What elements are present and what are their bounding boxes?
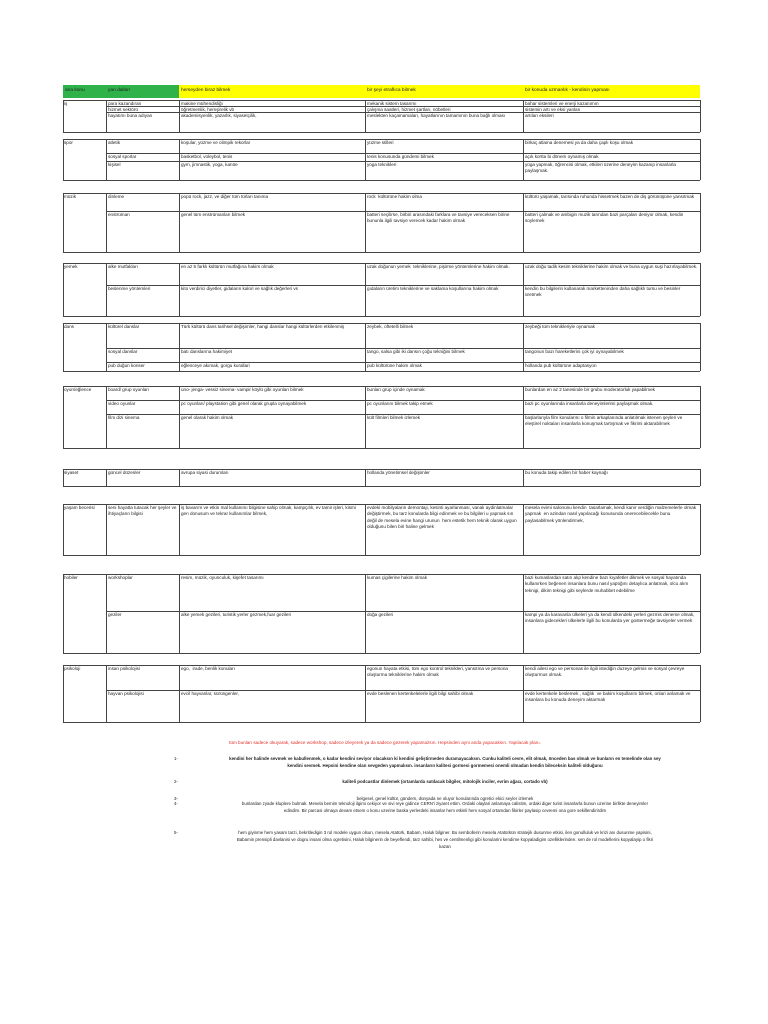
table-cell: yoga teknikleri bbox=[367, 162, 397, 167]
grid-line bbox=[63, 574, 64, 653]
grid-line bbox=[365, 665, 366, 722]
note-number: 4- bbox=[174, 801, 178, 806]
header-expertise: bir konuda uzmanlık - kendinin yapması bbox=[523, 85, 700, 98]
table-cell: genel olarak hakim olmak bbox=[181, 415, 234, 420]
grid-line bbox=[106, 504, 107, 555]
grid-line bbox=[63, 252, 106, 253]
grid-line bbox=[700, 469, 701, 486]
grid-line bbox=[106, 371, 700, 372]
note-line: kaliteli podcastlar dinlemek (ortamlarda satılacak bilgiler, mitolojik inciler, evrim ağacı, cortado vb) bbox=[342, 779, 548, 784]
table-cell: güncel düzenler bbox=[108, 470, 141, 475]
table-cell: ego, irade, benlik konuları bbox=[181, 666, 235, 671]
table-cell: alke yemek gezileri, turistik yerler gezmek,fuar gezileri bbox=[181, 612, 292, 617]
table-cell: iş bavarım ve etkin mal kullanımı bilgisine sahip olmak, kampçılık, ev tamir işleri, kismi gen donusum ve tekrar kullanımlar bilmek, bbox=[181, 505, 358, 517]
grid-line bbox=[365, 323, 366, 371]
note-line: belgesel, genel kültür, gündem, dünyada ne oluyor konularında ogretici ekici seyler izlemek bbox=[356, 796, 534, 801]
table-cell: evde beslenen kertenkelelerle ilgili bilgi sahibi olmak bbox=[367, 691, 474, 696]
grid-line bbox=[63, 486, 106, 487]
table-cell: kült filmleri bilmek izlemek bbox=[367, 415, 421, 420]
table-cell: atletik bbox=[108, 140, 121, 145]
table-cell: alke mutfakları bbox=[108, 264, 138, 269]
grid-line bbox=[63, 386, 64, 448]
table-cell: başlarlarıyla film konularını o filmin arkaplanında anlatılmak istenen şeyleri ve eleştirel noktaları insanlarla konuşmak tartışmak ve fikrimi aktarabilmek bbox=[525, 415, 684, 427]
section-topic: psikoloji bbox=[64, 666, 81, 671]
grid-line bbox=[523, 574, 524, 653]
note-number: 5- bbox=[174, 830, 178, 835]
table-cell: sistemin artı ve eksi yanları bbox=[525, 107, 581, 112]
grid-line bbox=[63, 263, 106, 264]
note-line: kendini sevmek. Hepsini kendine olan sevgeden yapmalısın. insanların kalitesi gormesi gormemesi onemli olmadan kendin bileceksin kaliteli olduğunu bbox=[287, 763, 603, 768]
grid-line bbox=[365, 100, 366, 132]
table-cell: rock kültürüne hakim olma bbox=[367, 194, 422, 199]
grid-line bbox=[106, 193, 107, 252]
note-number: 3- bbox=[174, 796, 178, 801]
grid-line bbox=[106, 555, 700, 556]
table-cell: doğa gezileri bbox=[367, 612, 394, 617]
table-cell: uzak doğu tadik kesim tekniklerine hakim olmak ve buna uygun suşi hazırlayabilmek. bbox=[525, 264, 698, 269]
grid-line bbox=[63, 665, 106, 666]
table-cell: yüzme stilleri bbox=[367, 140, 394, 145]
grid-line bbox=[106, 665, 107, 722]
grid-line bbox=[106, 386, 107, 448]
table-cell: kumas çigilerine hakim olmak bbox=[367, 575, 427, 580]
table-cell: board/ grup oyunları bbox=[108, 387, 150, 392]
table-cell: artıları eksileri bbox=[525, 113, 554, 118]
table-cell: mekanik sistem tasarımı bbox=[367, 101, 417, 106]
table-cell: workshoplar bbox=[108, 575, 133, 580]
table-cell: evcil hayvanlar, sürüngenler, bbox=[181, 691, 239, 696]
table-cell: akademisyenlik, yazarlık, siyasetçilik, bbox=[181, 113, 257, 118]
table-cell: batteri çalmak ve ambigin muzik tarından bazi parçaları deniyor olmak, kendin soylemek bbox=[525, 212, 685, 224]
table-cell: uno- jenga- vessiz sinema- vampir köylü gibi oyunları bilmek bbox=[181, 387, 304, 392]
grid-line bbox=[63, 504, 64, 555]
grid-line bbox=[106, 574, 107, 653]
grid-line bbox=[106, 486, 700, 487]
grid-line bbox=[365, 263, 366, 316]
grid-line bbox=[700, 504, 701, 555]
grid-line bbox=[179, 665, 180, 722]
table-cell: hayvan psikolojisi bbox=[108, 691, 144, 696]
table-cell: kültürü yaşamak, tarısında ruhunda hissetmek bazen de diş görünüşüne yansıtmak bbox=[525, 194, 695, 199]
table-cell: bu konuda takip edilen bir haber kaynağı bbox=[525, 470, 608, 475]
grid-line bbox=[523, 139, 524, 180]
grid-line bbox=[179, 386, 180, 448]
grid-line bbox=[365, 469, 366, 486]
table-cell: öğretmenlik, hemşirelik vb bbox=[181, 107, 235, 112]
grid-line bbox=[179, 323, 180, 371]
grid-line bbox=[523, 263, 524, 316]
table-cell: koşular, yüzme ve olimpik rekorlar bbox=[181, 140, 251, 145]
table-cell: bahar sistemleri ve enerji kazanımın bbox=[525, 101, 599, 106]
grid-line bbox=[63, 193, 64, 252]
grid-line bbox=[365, 193, 366, 252]
table-cell: yoga yapmak, öğrencisi olmak, etkileri üzerine deneyim kazanıp insanlarla paylaşmak. bbox=[525, 162, 678, 174]
table-cell: sosyal danslar bbox=[108, 349, 138, 354]
grid-line bbox=[63, 469, 106, 470]
table-cell: evdeki mobilyaların demontajı, kesinti ayarlanması, vanalı aydinlatmalar değiştirmek, bu tarz konularda bilgi edinmek ve bu bilgileri u yapmak sın değil de mesela evine hangi urunun hem estetik hem teknik olarak uygun olduğunu bilen biri haline gelmek bbox=[367, 505, 518, 530]
table-cell: pc oyunları/ playstation gibi genel olarak grupla oynayabilmek bbox=[181, 401, 307, 406]
grid-line bbox=[700, 323, 701, 371]
grid-line bbox=[106, 469, 107, 486]
table-cell: dinleme bbox=[108, 194, 125, 199]
header-topic: ana konu bbox=[63, 85, 106, 98]
header-breadth: herseyden biraz bilmek bbox=[179, 85, 365, 98]
grid-line bbox=[63, 386, 106, 387]
table-cell: bazi kumaslardan satın alıp kendine bazı kıyafetler dikmek ve sosyal hayatında kullanırken beğenen insanlara bunu nasıl yaptığını detaylıca anlatmak, olcu alım teknigi, dikim teknigi gibi seylerde muhabbet edebilme bbox=[525, 575, 690, 593]
grid-line bbox=[700, 574, 701, 653]
grid-line bbox=[179, 100, 180, 132]
grid-line bbox=[365, 139, 366, 180]
grid-line bbox=[63, 371, 106, 372]
table-cell: zeybek, oftetelli bilmek bbox=[367, 324, 414, 329]
table-cell: mesela evimi salonunu kendin tasarlamak, kendi kanır verdiğin malzemelerle olmak yapmak en azindan nasıl yapılacağı konusunda onerecebilecekle bunu paylasabilmek yönlendirmek, bbox=[525, 505, 698, 523]
grid-line bbox=[106, 180, 700, 181]
table-cell: resim, müzik, oyunculuk, kişefet tasarımı bbox=[181, 575, 264, 580]
section-topic: müzik bbox=[64, 194, 76, 199]
table-cell: kito verdirici diyetler, gidaların kalori ve sağlık değerleri vs bbox=[181, 286, 298, 291]
grid-line bbox=[106, 132, 700, 133]
grid-line bbox=[365, 386, 366, 448]
table-cell: tango, salsa gibi iki dansın çoğu tekniğini bilmek bbox=[367, 349, 465, 354]
grid-line bbox=[523, 100, 524, 132]
section-topic: dans bbox=[64, 324, 74, 329]
grid-line bbox=[63, 263, 64, 316]
table-cell: film dizi sinema bbox=[108, 415, 140, 420]
table-cell: açık kortta bi dönem oynamış olmak bbox=[525, 154, 599, 159]
grid-line bbox=[106, 316, 700, 317]
note-line: edindim. Bir parcasi olmaya devam etsem o konu uzerine baska yerlerdeki insanlar hem etkinli hem sosyal ortamdan fikirler paylasip cevremi ona gore sekillendirirdim bbox=[283, 808, 607, 813]
section-topic: siyaset bbox=[64, 470, 79, 475]
grid-line bbox=[106, 653, 700, 654]
grid-line bbox=[179, 504, 180, 555]
table-cell: gıdaların üretim tekniklerine ve saklama koşullarına hakim olmak bbox=[367, 286, 499, 291]
grid-line bbox=[63, 323, 106, 324]
table-cell: evde kertenkele beslemek , sağlık ve bakim koşullarını bilmek, onlari anlamak ve insanlara bu konuda deneyim aktarmak bbox=[525, 691, 692, 703]
table-cell: en az 5 farklı kültürün mutfağına hakim olmak bbox=[181, 264, 274, 269]
table-cell: kültürel danslar bbox=[108, 324, 140, 329]
table-cell: Türk kültürü dans tarihsel değişimler, hangi danslar hangi kültürlerden etkilenmiş bbox=[181, 324, 345, 329]
grid-line bbox=[63, 316, 106, 317]
grid-line bbox=[700, 193, 701, 252]
table-cell: uzak doğunun yemek tekniklerine, pişirme yöntemlerine hakim olmak. bbox=[367, 264, 510, 269]
grid-line bbox=[63, 139, 64, 180]
grid-line bbox=[106, 448, 700, 449]
header-depth: bir şeyi etraflıca bilmek bbox=[365, 85, 523, 98]
table-cell: birkaç atlama denemesi ya da daha çaplı koşu olmak bbox=[525, 140, 634, 145]
grid-line bbox=[700, 386, 701, 448]
note-line: Babamin prensipli davlanisi ve dogru insani olma ogretisini, Haluk bilginerin de beyeflendi, tarz sahibi, hes ve centilmenligi gibi konularini kendime kopyaladigim ozelliklerinden. sen de rol modellerini kopyalayip o fikri bbox=[236, 837, 654, 842]
grid-line bbox=[63, 323, 64, 371]
grid-line bbox=[63, 180, 106, 181]
table-cell: insan psikolojisi bbox=[108, 666, 140, 671]
table-cell: pc oyunlarını bilmek takip etmek bbox=[367, 401, 433, 406]
table-cell: kendin bu bilgilerin kullanarak marketteninden daha sağlıklı tursu ve besinler üretmek bbox=[525, 286, 682, 298]
table-cell: hollanda pub kültürüne adaptasyon bbox=[525, 363, 597, 368]
grid-line bbox=[106, 323, 107, 371]
grid-line bbox=[63, 100, 106, 101]
grid-line bbox=[106, 139, 107, 180]
note-line: hem giyinme hem yasam tarzi, bekritledigin 3 rol modele uygun olsun, mesela Atatürk, Babam, Haluk bilginer. Bu sembollerin mesela Atatürkün stratejik dusunme etkisi, ilen gonulluluk ve krizi anı dusunme yapisini, bbox=[238, 830, 652, 835]
grid-line bbox=[365, 574, 366, 653]
plan-intro: tüm bunları sadece okuyarak, sadece workshop, sadece izleyerek ya da sadece gezerek yapamazsın. Hepsinden aynı anda yapacaksın. Yapılacak plan= bbox=[229, 740, 541, 745]
table-cell: beslenme yöntemleri bbox=[108, 286, 151, 291]
table-cell: eğlenceye akımak, gorgu kurallari bbox=[181, 363, 250, 368]
note-line: kendini her halinde sevmek ve kabullenmek, o kadar kendini seviyor olacaksın ki kendini geliştirmeden duramayacaksın. Cunku kaliteli cevre, elit olmak, önceden bas olmak ve bunların en temelinde olan sey bbox=[229, 756, 661, 761]
grid-line bbox=[700, 100, 701, 132]
note-line: bunlardan zyade kluplere bulmak. Mesela bemim teknoloji ilgimi cekiyor ve sivi reye gidince CERN'i ziyaret ettim. Ordaki olaylari anlamaya calistim, ordaki diger turist insanlarla bunun uzerine birlikte deneyimler bbox=[241, 801, 649, 806]
section-topic: yemek bbox=[64, 264, 78, 269]
note-number: 2- bbox=[174, 779, 178, 784]
grid-line bbox=[179, 469, 180, 486]
grid-line bbox=[523, 469, 524, 486]
grid-line bbox=[106, 722, 700, 723]
grid-line bbox=[179, 193, 180, 252]
table-cell: hollanda yönetimsel değişimler bbox=[367, 470, 430, 475]
grid-line bbox=[700, 263, 701, 316]
grid-line bbox=[179, 574, 180, 653]
table-cell: makine mühendisliği bbox=[181, 101, 223, 106]
table-cell: gym, jimnastik, yoga, kanöe bbox=[181, 162, 238, 167]
table-cell: batteri seçilirse, birbiri arasındaki farklara ve tavsiye vereceksen birine bununla ilgili tavsiye verecek kadar hakim olmak bbox=[367, 212, 511, 224]
table-cell: hizmet sektörü bbox=[108, 107, 138, 112]
table-cell: bazi pc oyunlarında insanlarla deneyimlerimi paylaşmak olmak. bbox=[525, 401, 654, 406]
table-cell: bunlardan en az 2 tanesinde bir grubu moderatorluk yapabilmek bbox=[525, 387, 655, 392]
grid-line bbox=[365, 504, 366, 555]
grid-line bbox=[63, 653, 106, 654]
table-cell: para kazandıran bbox=[108, 101, 142, 106]
table-cell: zeybeği tüm teknikleriyle oynamak bbox=[525, 324, 595, 329]
section-topic: hobiler bbox=[64, 575, 78, 580]
section-topic: oyun/eğlence bbox=[64, 387, 92, 392]
table-cell: hayatımı buna adıyan bbox=[108, 113, 153, 118]
grid-line bbox=[63, 469, 64, 486]
table-cell: sosyal sporlar bbox=[108, 154, 137, 159]
note-number: 1- bbox=[174, 756, 178, 761]
grid-line bbox=[700, 665, 701, 722]
grid-line bbox=[63, 132, 106, 133]
section-topic: yaşam becerisi bbox=[64, 505, 95, 510]
grid-line bbox=[106, 263, 107, 316]
table-cell: çalışma saatleri, hizmet şartları, nöbetleri bbox=[367, 107, 451, 112]
grid-line bbox=[63, 100, 64, 132]
table-cell: pub duğun konser bbox=[108, 363, 145, 368]
grid-line bbox=[523, 386, 524, 448]
grid-line bbox=[523, 323, 524, 371]
grid-line bbox=[106, 252, 700, 253]
grid-line bbox=[63, 555, 106, 556]
table-cell: batı danslarına hakimiyet bbox=[181, 349, 233, 354]
table-cell: kişisel bbox=[108, 162, 121, 167]
table-cell: tenis konusunda gündemi bilmek bbox=[367, 154, 434, 159]
table-cell: genel tüm enstrümanları bilmek bbox=[181, 212, 246, 217]
table-cell: seni hayatta tutacak her şeyler ve ihtiyaçların bilgisi bbox=[108, 505, 178, 517]
note-line: kazan bbox=[439, 844, 451, 849]
table-cell: meslekten kaçamamaları, hayatlarının tamamının buna bağlı olması bbox=[367, 113, 506, 118]
section-topic: iş bbox=[64, 101, 68, 106]
grid-line bbox=[63, 722, 106, 723]
grid-line bbox=[106, 100, 107, 132]
grid-line bbox=[63, 574, 106, 575]
section-topic: spor bbox=[64, 140, 73, 145]
grid-line bbox=[63, 448, 106, 449]
table-cell: bunları grup içinde oynamak bbox=[367, 387, 425, 392]
table-cell: avrupa siyasi durumları bbox=[181, 470, 229, 475]
table-cell: basketbol, voleybol, tenis bbox=[181, 154, 233, 159]
table-cell: popü rock, jazz, ve diğer tüm türları tanıma bbox=[181, 194, 269, 199]
grid-line bbox=[63, 139, 106, 140]
grid-line bbox=[700, 139, 701, 180]
grid-line bbox=[523, 504, 524, 555]
grid-line bbox=[523, 193, 524, 252]
table-cell: video oyunlar bbox=[108, 401, 136, 406]
grid-line bbox=[63, 193, 106, 194]
grid-line bbox=[523, 665, 524, 722]
table-cell: geziler bbox=[108, 612, 122, 617]
table-cell: kendi ailesi ego ve personas ile ilgili istediğin duzeye gelmis ve sosyal çevreye oluşturmus olmak. bbox=[525, 666, 686, 678]
table-cell: kampi ya da karavanla ülkeleri ya da kendi ülkendeki yerleri gezmis deneme olmak, insanlara gidecekleri ülkelerle ilgili bu konularda yer gostermeğe tavsiyeler vermek bbox=[525, 612, 696, 624]
grid-line bbox=[63, 665, 64, 722]
header-subbranch: yan dalları bbox=[106, 85, 179, 98]
grid-line bbox=[179, 263, 180, 316]
table-cell: pub kültürüne hakim olmak bbox=[367, 363, 422, 368]
grid-line bbox=[179, 139, 180, 180]
table-cell: enstrüman bbox=[108, 212, 130, 217]
grid-line bbox=[63, 504, 106, 505]
table-cell: tangonun bazı hareketlerini çok iyi oynayabilmek bbox=[525, 349, 624, 354]
table-cell: egonun hayata etkisi, tüm ego kontrol teknikleri, yansıtma ve persona oluşturma tekniklerine hakim olmak bbox=[367, 666, 510, 678]
